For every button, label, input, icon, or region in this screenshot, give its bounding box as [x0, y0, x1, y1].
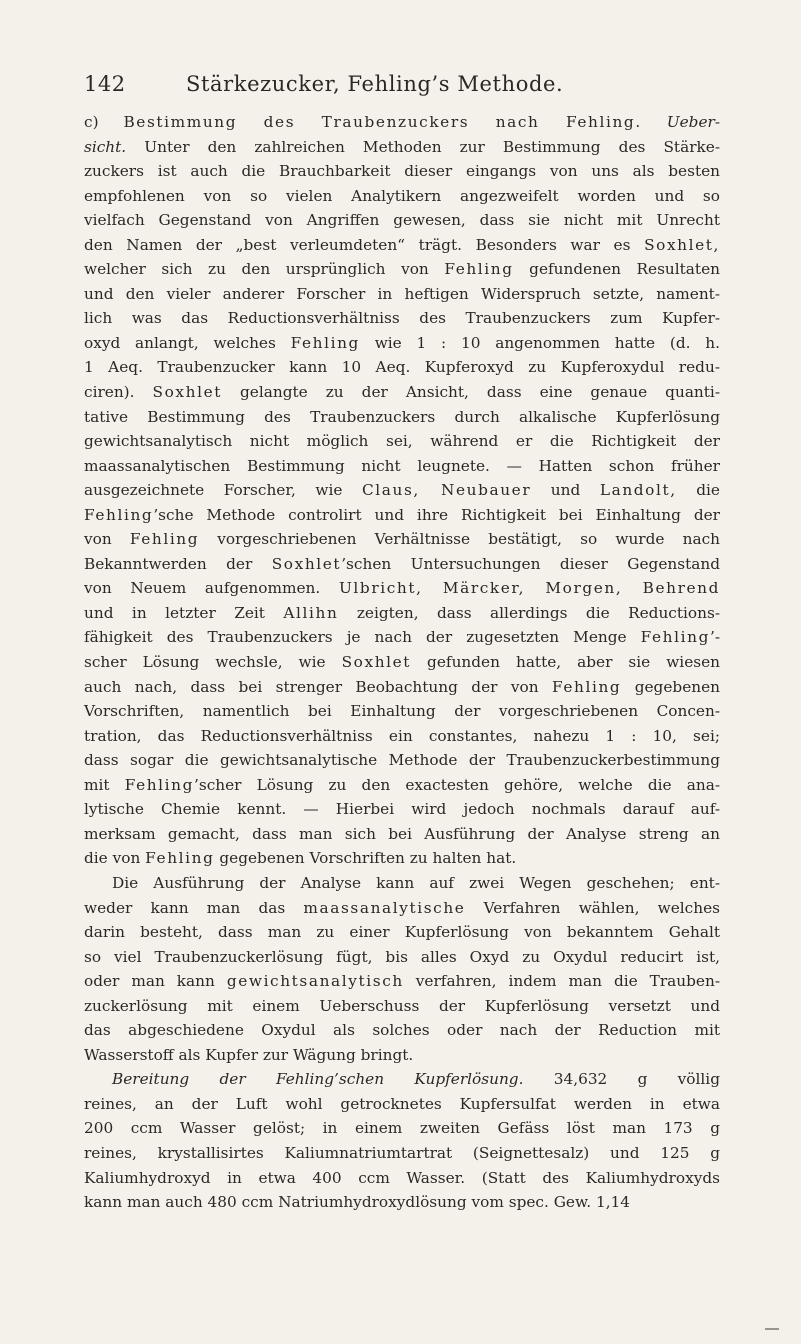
text-line: [84, 699, 720, 724]
text-run: empfohlenen von so vielen Analytikern angezweifelt worden und so: [84, 186, 720, 205]
text-line: [84, 552, 720, 577]
text-run: maassanalytischen Bestimmung nicht leugnete. — Hatten schon früher: [84, 456, 720, 475]
text-line: [84, 797, 720, 822]
text-run: gegebenen Vorschriften zu halten hat.: [214, 849, 517, 868]
text-run: von Neuem aufgenommen.: [84, 579, 339, 598]
text-run: scher Lösung wechsle, wie: [84, 653, 342, 672]
text-run: ausgezeichnete Forscher, wie: [84, 481, 362, 500]
text-run: ’scher Lösung zu den exactesten gehöre, welche die ana-: [194, 775, 720, 794]
text-run: den Namen der „best verleumdeten“ trägt. Besonders war es: [84, 235, 645, 254]
text-line: [84, 1043, 720, 1068]
text-run: von: [84, 530, 130, 549]
text-run: Wasserstoff als Kupfer zur Wägung bringt.: [84, 1045, 414, 1064]
text-line: [84, 773, 720, 798]
text-line: [84, 576, 720, 601]
text-line: [84, 405, 720, 430]
text-run: ’schen Untersuchungen dieser Gegenstand: [341, 554, 720, 573]
text-line: [84, 1018, 720, 1043]
text-line: [84, 208, 720, 233]
text-line: [84, 454, 720, 479]
text-run: zuckers ist auch die Brauchbarkeit dieser eingangs von uns als besten: [84, 162, 720, 181]
text-run: darin besteht, dass man zu einer Kupferlösung von bekanntem Gehalt: [84, 923, 720, 942]
text-run: weder kann man das: [84, 898, 304, 917]
text-run: zeigten, dass allerdings die Reductions-: [338, 603, 720, 622]
text-line: [84, 994, 720, 1019]
spaced-name: Claus, Neubauer: [362, 481, 532, 500]
text-run: reines, an der Luft wohl getrocknetes Kupfersulfat werden in etwa: [84, 1094, 720, 1113]
text-line: [84, 1166, 720, 1191]
spaced-name: Soxhlet: [271, 554, 342, 573]
text-line: [84, 282, 720, 307]
text-run: und den vieler anderer Forscher in heftigen Widerspruch setzte, nament-: [84, 284, 720, 303]
text-line: [84, 331, 720, 356]
spaced-name: Fehling: [145, 849, 215, 868]
spaced-name: maassanalytische: [303, 898, 466, 917]
italic-run: Bereitung der Fehling’schen Kupferlösung.: [112, 1070, 524, 1089]
page-header: [84, 72, 720, 104]
text-line: [84, 724, 720, 749]
text-run: kann man auch 480 ccm Natriumhydroxydlösung vom spec. Gew. 1,14: [84, 1193, 631, 1212]
text-run: tative Bestimmung des Traubenzuckers durch alkalische Kupferlösung: [84, 407, 720, 426]
text-run: ’sche Methode controlirt und ihre Richtigkeit bei Einhaltung der: [153, 505, 720, 524]
text-line: [84, 1067, 720, 1092]
text-line: [84, 503, 720, 528]
text-run: fähigkeit des Traubenzuckers je nach der zugesetzten Menge: [84, 628, 641, 647]
text-run: merksam gemacht, dass man sich bei Ausführung der Analyse streng an: [84, 824, 720, 843]
spaced-name: Bestimmung des Traubenzuckers nach Fehling.: [123, 113, 642, 131]
text-line: [84, 184, 720, 209]
text-run: 34,632 g völlig: [523, 1070, 720, 1089]
spaced-name: Fehling: [124, 775, 194, 794]
text-run: dass sogar die gewichtsanalytische Methode der Traubenzuckerbestimmung: [84, 751, 720, 770]
text-line: [84, 871, 720, 896]
text-run: Bekanntwerden der: [84, 554, 272, 573]
italic-run: sicht.: [84, 137, 127, 156]
spaced-name: Soxhlet: [341, 653, 412, 672]
text-line: [84, 429, 720, 454]
text-run: gelangte zu der Ansicht, dass eine genaue quanti-: [222, 383, 720, 402]
text-run: 200 ccm Wasser gelöst; in einem zweiten Gefäss löst man 173 g: [84, 1119, 720, 1138]
text-run: lytische Chemie kennt. — Hierbei wird jedoch nochmals darauf auf-: [84, 800, 720, 819]
text-line: [84, 1092, 720, 1117]
text-line: [84, 625, 720, 650]
italic-run: Ueber-: [666, 113, 720, 131]
text-line: [84, 601, 720, 626]
spaced-name: Fehling: [640, 628, 710, 647]
text-run: gefundenen Resultaten: [513, 260, 720, 279]
text-line: [84, 969, 720, 994]
text-run: verfahren, indem man die Trauben-: [403, 972, 720, 991]
text-run: ’-: [709, 628, 720, 647]
text-run: ciren).: [84, 383, 153, 402]
text-line: [84, 159, 720, 184]
text-line: [84, 355, 720, 380]
text-run: Verfahren wählen, welches: [465, 898, 720, 917]
text-line: [84, 1116, 720, 1141]
text-run: und: [531, 481, 600, 500]
text-line: [84, 110, 720, 135]
text-line: [84, 257, 720, 282]
text-line: [84, 920, 720, 945]
text-run: gegebenen: [621, 677, 720, 696]
text-run: gefunden hatte, aber sie wiesen: [411, 653, 720, 672]
text-line: [84, 822, 720, 847]
text-run: lich was das Reductionsverhältniss des Traubenzuckers zum Kupfer-: [84, 309, 720, 328]
text-line: [84, 945, 720, 970]
text-line: [84, 1190, 720, 1215]
text-line: [84, 650, 720, 675]
spaced-name: Fehling: [129, 530, 200, 549]
text-run: wie 1 : 10 angenommen hatte (d. h.: [359, 333, 720, 352]
text-line: [84, 233, 720, 258]
text-line: [84, 748, 720, 773]
spaced-name: Allihn: [283, 603, 339, 622]
spaced-name: Fehling: [551, 677, 622, 696]
text-run: auch nach, dass bei strenger Beobachtung der von: [84, 677, 552, 696]
running-title: Stärkezucker, Fehling’s Methode.: [186, 72, 564, 96]
text-run: welcher sich zu den ursprünglich von: [84, 260, 445, 279]
text-run: die von: [84, 849, 146, 868]
spaced-name: gewichtsanalytisch: [226, 972, 404, 991]
text-line: [84, 1141, 720, 1166]
text-run: 1 Aeq. Traubenzucker kann 10 Aeq. Kupferoxyd zu Kupferoxydul redu-: [84, 358, 720, 377]
text-run: [642, 113, 667, 131]
text-line: [84, 846, 720, 871]
text-run: mit: [84, 775, 125, 794]
text-line: [84, 306, 720, 331]
text-run: Unter den zahlreichen Methoden zur Bestimmung des Stärke-: [126, 137, 720, 156]
spaced-name: Fehling: [290, 333, 360, 352]
text-run: oder man kann: [84, 972, 227, 991]
text-run: reines, krystallisirtes Kaliumnatriumtartrat (Seignettesalz) und 125 g: [84, 1143, 720, 1162]
text-run: tration, das Reductionsverhältniss ein constantes, nahezu 1 : 10, sei;: [84, 726, 720, 745]
spaced-name: Soxhlet: [152, 383, 222, 402]
text-run: das abgeschiedene Oxydul als solches oder nach der Reduction mit: [84, 1021, 720, 1040]
spaced-name: Ulbricht, Märcker, Morgen, Behrend: [338, 579, 720, 598]
page-number: 142: [84, 72, 126, 96]
body-text: [84, 110, 720, 1215]
text-run: Vorschriften, namentlich bei Einhaltung der vorgeschriebenen Concen-: [84, 702, 720, 721]
text-run: vorgeschriebenen Verhältnisse bestätigt, so wurde nach: [199, 530, 720, 549]
text-run: oxyd anlangt, welches: [84, 333, 291, 352]
page-edge-mark: [765, 1328, 779, 1330]
text-line: [84, 896, 720, 921]
text-run: Kaliumhydroxyd in etwa 400 ccm Wasser. (Statt des Kaliumhydroxyds: [84, 1168, 720, 1187]
spaced-name: Landolt,: [599, 481, 677, 500]
text-run: so viel Traubenzuckerlösung fügt, bis alles Oxyd zu Oxydul reducirt ist,: [84, 947, 720, 966]
spaced-name: Fehling: [444, 260, 514, 279]
text-run: zuckerlösung mit einem Ueberschuss der Kupferlösung versetzt und: [84, 996, 720, 1015]
text-run: gewichtsanalytisch nicht möglich sei, während er die Richtigkeit der: [84, 432, 720, 451]
text-line: [84, 135, 720, 160]
text-run: die: [676, 481, 720, 500]
text-run: und in letzter Zeit: [84, 603, 284, 622]
text-line: [84, 527, 720, 552]
text-line: [84, 380, 720, 405]
text-line: [84, 478, 720, 503]
text-line: [84, 675, 720, 700]
text-run: Die Ausführung der Analyse kann auf zwei Wegen geschehen; ent-: [112, 873, 720, 892]
spaced-name: Fehling: [84, 505, 154, 524]
spaced-name: Soxhlet,: [644, 235, 720, 254]
text-run: vielfach Gegenstand von Angriffen gewesen, dass sie nicht mit Unrecht: [84, 211, 720, 230]
text-run: c): [84, 113, 124, 131]
